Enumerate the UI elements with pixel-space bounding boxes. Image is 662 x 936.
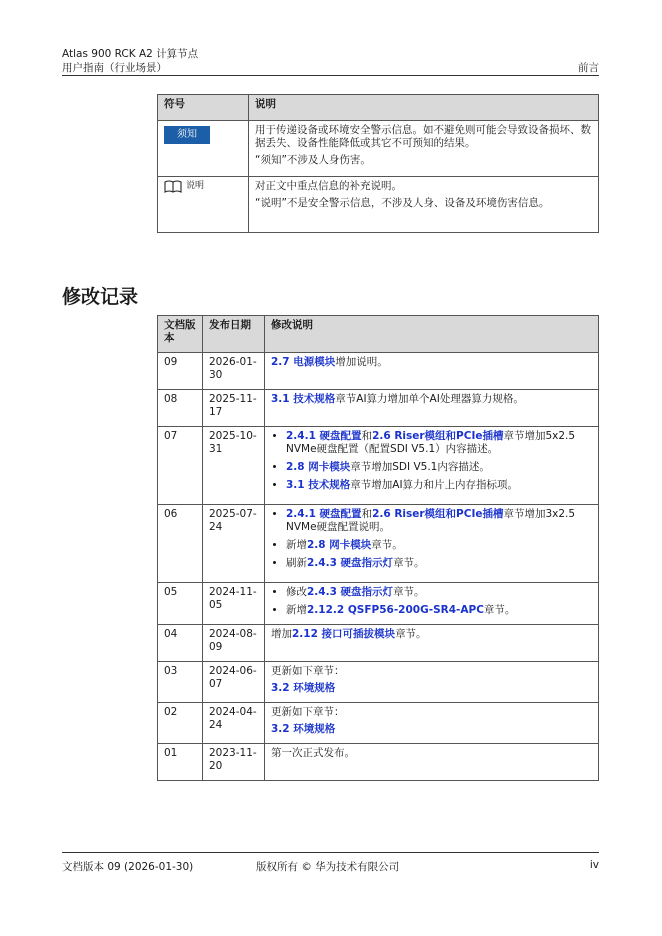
col-symbol-header: 符号 <box>158 95 249 121</box>
desc-cell <box>265 505 599 583</box>
table-row <box>158 427 599 505</box>
version-cell: 04 <box>158 625 203 662</box>
desc-text: 章节。 <box>371 539 403 551</box>
desc-text: 增加 <box>271 628 292 640</box>
date-cell: 2024-04-24 <box>203 703 265 744</box>
chapter-link[interactable]: 2.8 网卡模块 <box>307 539 372 551</box>
chapter-link[interactable]: 3.1 技术规格 <box>286 479 351 491</box>
date-cell: 2025-07-24 <box>203 505 265 583</box>
desc-cell <box>265 427 599 505</box>
desc-cell <box>249 121 599 177</box>
chapter-link[interactable]: 2.6 Riser模组和PCIe插槽 <box>372 508 504 520</box>
desc-text: 新增 <box>286 604 307 616</box>
desc-cell <box>265 625 599 662</box>
table-row <box>158 353 599 390</box>
version-cell: 02 <box>158 703 203 744</box>
footer-version: 文档版本 09 (2026-01-30) <box>62 861 194 873</box>
chapter-link[interactable]: 2.4.1 硬盘配置 <box>286 430 362 442</box>
date-cell: 2023-11-20 <box>203 744 265 781</box>
date-cell: 2024-06-07 <box>203 662 265 703</box>
table-row <box>158 744 599 781</box>
chapter-link[interactable]: 2.4.3 硬盘指示灯 <box>307 586 394 598</box>
col-desc-header: 修改说明 <box>265 316 599 353</box>
list-item <box>286 461 592 474</box>
notice-badge: 须知 <box>164 126 210 144</box>
chapter-link[interactable]: 2.12 接口可插拔模块 <box>292 628 396 640</box>
chapter-link[interactable]: 3.2 环境规格 <box>271 723 336 735</box>
desc-text: 章节。 <box>393 557 425 569</box>
header-product: Atlas 900 RCK A2 计算节点 <box>62 48 199 60</box>
note-mark <box>164 180 204 193</box>
desc-text: 章节增加AI算力和片上内存指标项。 <box>350 479 519 491</box>
desc-cell <box>265 662 599 703</box>
header-guide: 用户指南（行业场景） <box>62 62 167 74</box>
symbols-table <box>157 94 599 233</box>
symbol-cell <box>158 121 249 177</box>
chapter-link[interactable]: 2.4.3 硬盘指示灯 <box>307 557 394 569</box>
version-cell: 09 <box>158 353 203 390</box>
col-date-header: 发布日期 <box>203 316 265 353</box>
version-cell: 07 <box>158 427 203 505</box>
header-rule <box>62 75 599 76</box>
section-title: 修改记录 <box>62 286 139 308</box>
desc-cell <box>265 390 599 427</box>
desc-text: 刷新 <box>286 557 307 569</box>
desc-text: 新增 <box>286 539 307 551</box>
desc-cell <box>265 583 599 625</box>
list-item <box>286 508 592 534</box>
desc-text: 对正文中重点信息的补充说明。 <box>255 180 402 192</box>
page-footer <box>62 852 599 873</box>
footer-copyright: 版权所有 © 华为技术有限公司 <box>256 861 400 873</box>
list-item <box>286 604 592 617</box>
table-row <box>158 662 599 703</box>
chapter-link[interactable]: 3.1 技术规格 <box>271 393 336 405</box>
version-cell: 05 <box>158 583 203 625</box>
list-item <box>286 557 592 570</box>
list-item <box>286 539 592 552</box>
book-icon <box>164 180 182 193</box>
page-number: iv <box>589 859 599 871</box>
desc-text: 和 <box>361 430 373 442</box>
col-version-header: 文档版本 <box>158 316 203 353</box>
desc-text: 章节AI算力增加单个AI处理器算力规格。 <box>335 393 524 405</box>
version-cell: 06 <box>158 505 203 583</box>
date-cell: 2025-10-31 <box>203 427 265 505</box>
table-row <box>158 703 599 744</box>
desc-text: 章节增加3x2.5 NVMe硬盘配置说明。 <box>286 508 576 533</box>
note-mark-label: 说明 <box>186 181 205 191</box>
list-item <box>286 586 592 599</box>
version-cell: 08 <box>158 390 203 427</box>
page-header <box>62 47 599 75</box>
chapter-link[interactable]: 2.4.1 硬盘配置 <box>286 508 362 520</box>
desc-text: 章节。 <box>393 586 425 598</box>
desc-text: “须知”不涉及人身伤害。 <box>255 154 371 166</box>
desc-text: 章节增加SDI V5.1内容描述。 <box>350 461 490 473</box>
list-item <box>286 479 592 492</box>
desc-cell <box>265 703 599 744</box>
date-cell: 2024-11-05 <box>203 583 265 625</box>
symbol-cell <box>158 177 249 233</box>
chapter-link[interactable]: 3.2 环境规格 <box>271 682 336 694</box>
col-desc-header: 说明 <box>249 95 599 121</box>
table-row <box>158 505 599 583</box>
desc-text: 章节。 <box>395 628 427 640</box>
version-cell: 01 <box>158 744 203 781</box>
desc-text: 用于传递设备或环境安全警示信息。如不避免则可能会导致设备损坏、数据丢失、设备性能降低或其它不可预知的结果。 <box>255 124 591 149</box>
chapter-link[interactable]: 2.8 网卡模块 <box>286 461 351 473</box>
desc-text: 和 <box>361 508 373 520</box>
table-row <box>158 625 599 662</box>
chapter-link[interactable]: 2.7 电源模块 <box>271 356 336 368</box>
table-row <box>158 583 599 625</box>
table-row <box>158 390 599 427</box>
desc-text: 章节增加5x2.5 NVMe硬盘配置（配置SDI V5.1）内容描述。 <box>286 430 576 455</box>
desc-cell: 第一次正式发布。 <box>265 744 599 781</box>
footer-rule <box>62 852 599 853</box>
date-cell: 2026-01-30 <box>203 353 265 390</box>
date-cell: 2025-11-17 <box>203 390 265 427</box>
desc-text: 增加说明。 <box>335 356 388 368</box>
chapter-link[interactable]: 2.6 Riser模组和PCIe插槽 <box>372 430 504 442</box>
desc-text: “说明”不是安全警示信息，不涉及人身、设备及环境伤害信息。 <box>255 197 550 209</box>
list-item <box>286 430 592 456</box>
desc-cell <box>265 353 599 390</box>
desc-cell <box>249 177 599 233</box>
desc-text: 章节。 <box>483 604 516 616</box>
chapter-link[interactable]: 2.12.2 QSFP56-200G-SR4-APC <box>307 604 484 616</box>
version-cell: 03 <box>158 662 203 703</box>
revision-table <box>157 315 599 781</box>
header-section: 前言 <box>578 62 599 74</box>
date-cell: 2024-08-09 <box>203 625 265 662</box>
desc-text: 更新如下章节： <box>271 665 345 677</box>
desc-text: 修改 <box>286 586 307 598</box>
desc-text: 更新如下章节： <box>271 706 345 718</box>
